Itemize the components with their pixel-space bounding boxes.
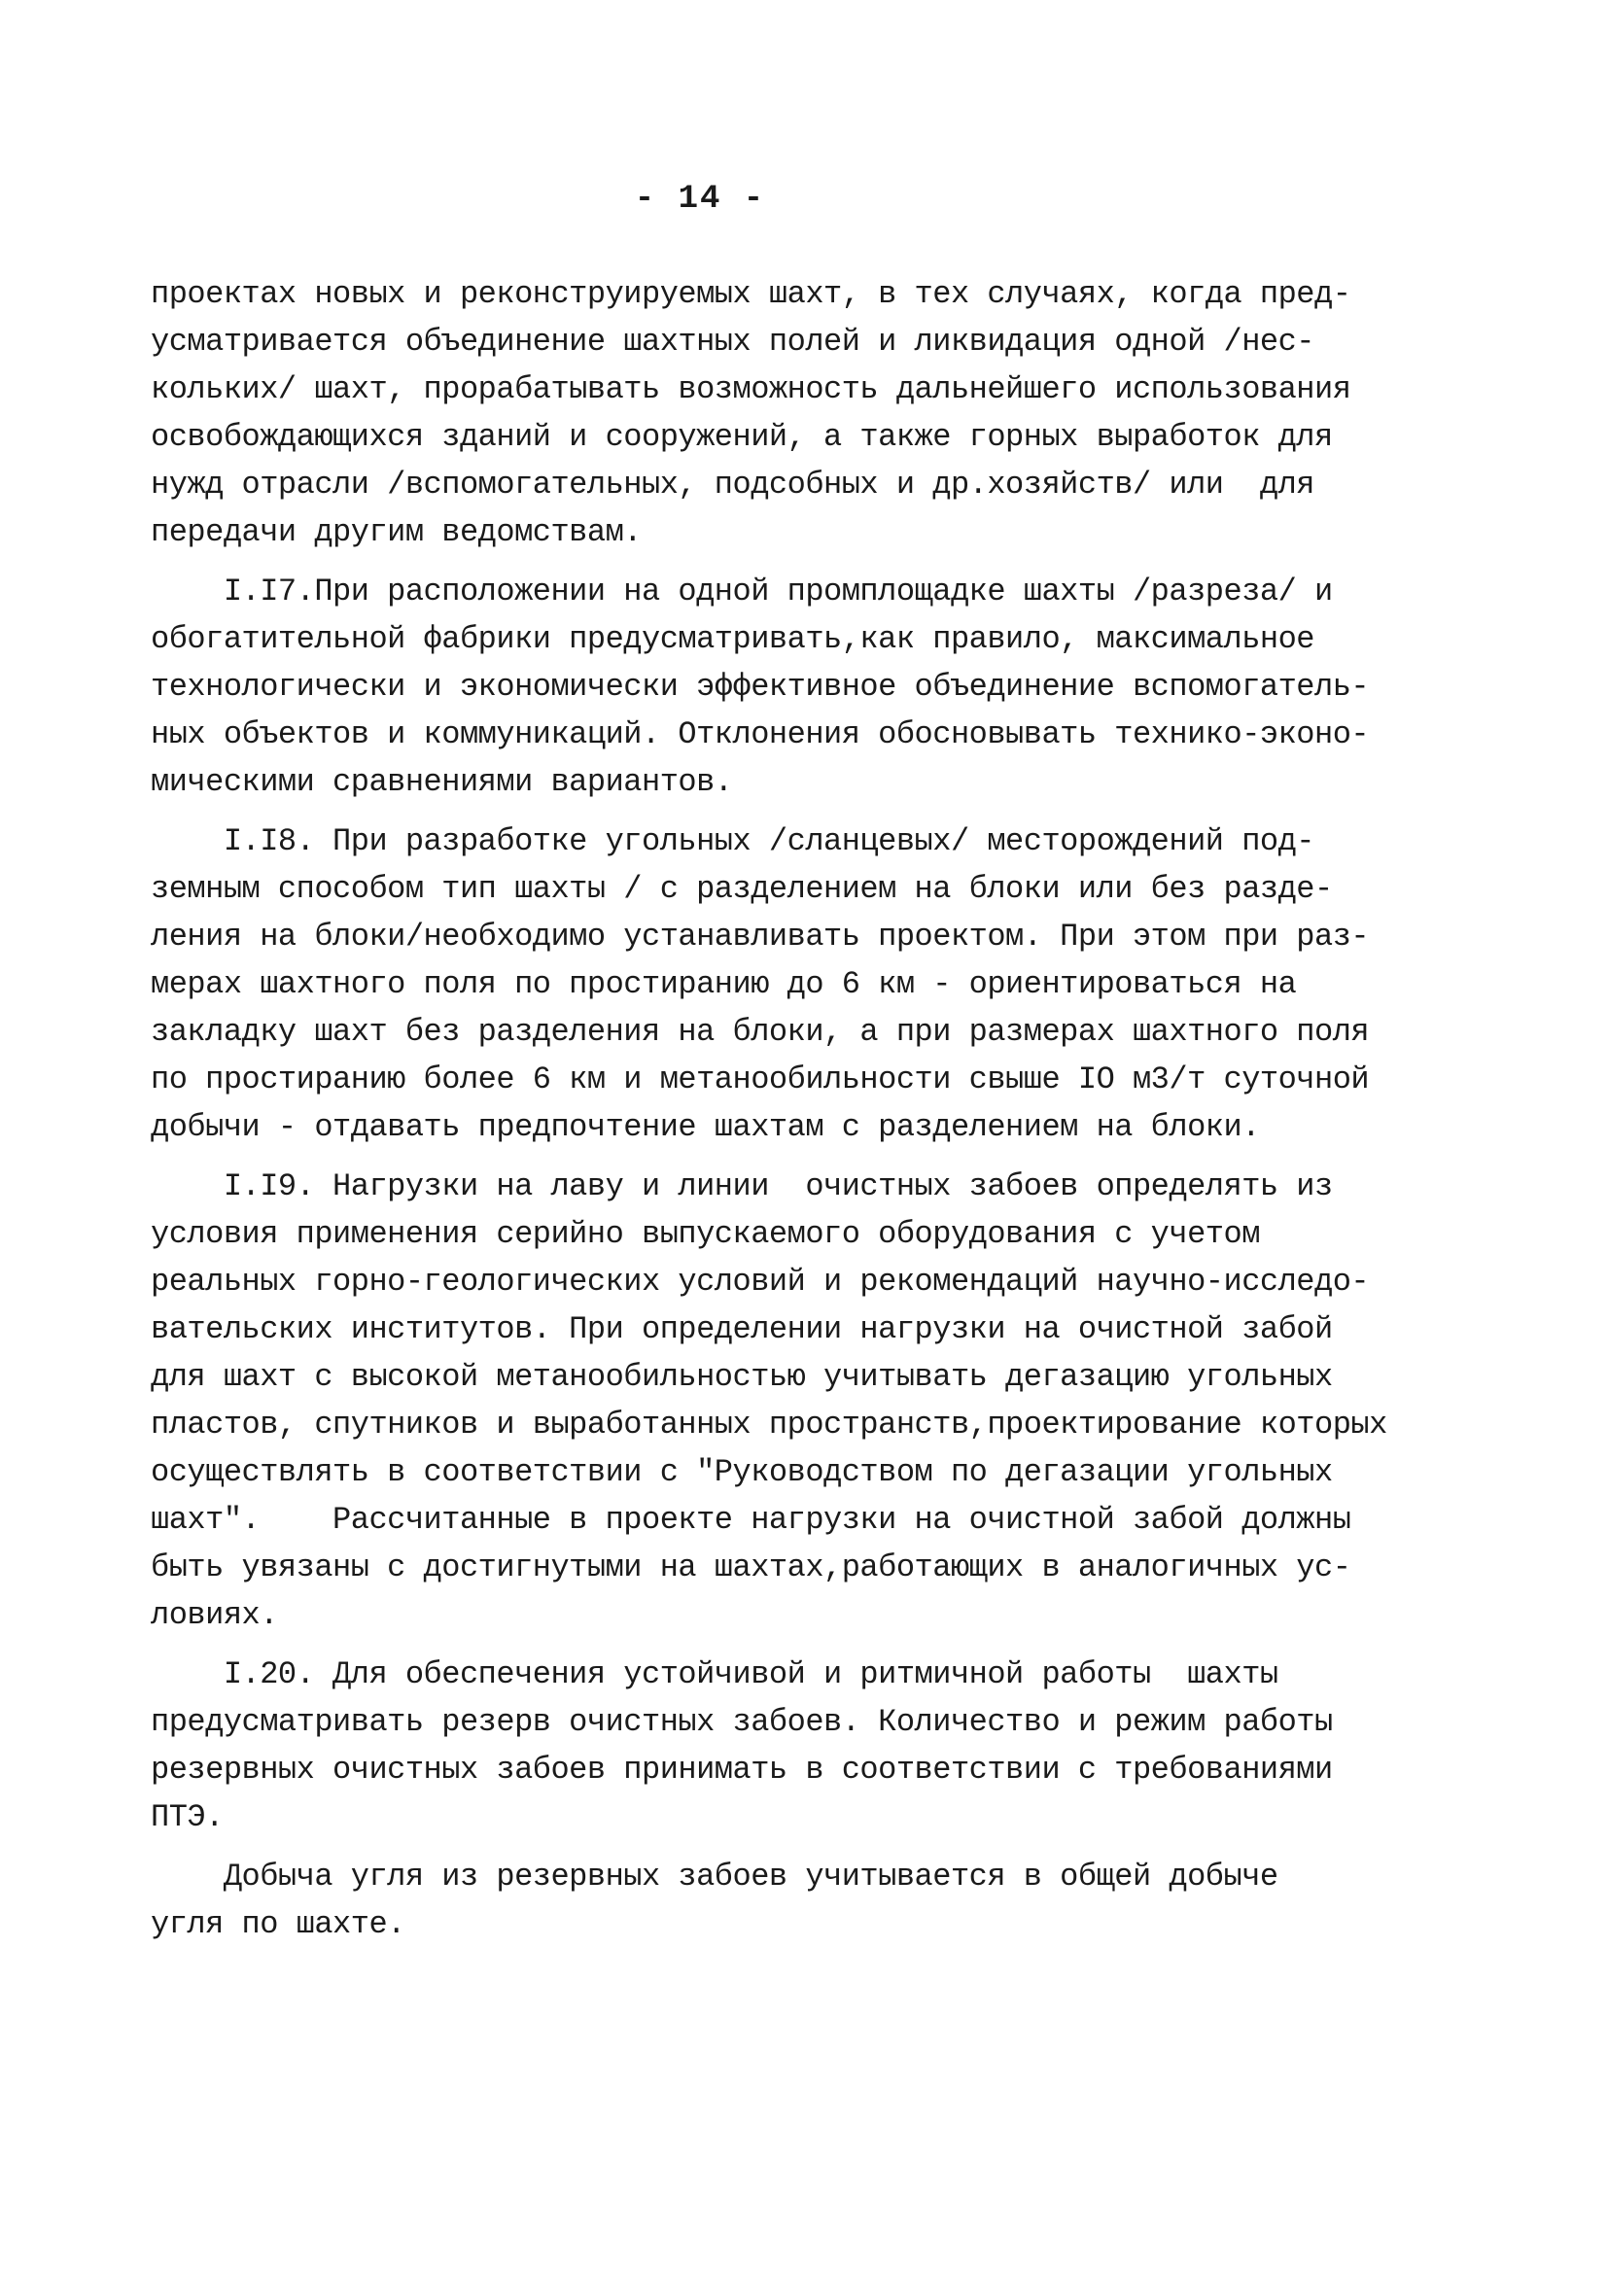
document-body — [151, 270, 1449, 1948]
text-line: быть увязаны с достигнутыми на шахтах,работающих в аналогичных ус- — [151, 1549, 1351, 1585]
text-line: реальных горно-геологических условий и рекомендаций научно-исследо- — [151, 1264, 1370, 1300]
text-line: обогатительной фабрики предусматривать,как правило, максимальное — [151, 621, 1314, 657]
text-line: усматривается объединение шахтных полей и ликвидация одной /нес- — [151, 324, 1314, 360]
text-line: I.I8. При разработке угольных /сланцевых/ месторождений под- — [151, 823, 1314, 859]
paragraph-gap — [151, 806, 1449, 818]
page-number: - 14 - — [634, 181, 766, 218]
text-line: передачи другим ведомствам. — [151, 514, 642, 550]
paragraph-1-17 — [151, 568, 1449, 806]
text-line: технологически и экономически эффективное объединение вспомогатель- — [151, 669, 1370, 705]
text-line: мерах шахтного поля по простиранию до 6 км - ориентироваться на — [151, 966, 1297, 1002]
paragraph-gap — [151, 1151, 1449, 1163]
text-line: условия применения серийно выпускаемого оборудования с учетом — [151, 1216, 1260, 1252]
text-line: мическими сравнениями вариантов. — [151, 764, 733, 800]
text-line: проектах новых и реконструируемых шахт, в тех случаях, когда пред- — [151, 276, 1351, 312]
text-line: нужд отрасли /вспомогательных, подсобных и др.хозяйств/ или для — [151, 467, 1314, 503]
paragraph-1-19 — [151, 1163, 1449, 1639]
text-line: закладку шахт без разделения на блоки, а при размерах шахтного поля — [151, 1014, 1370, 1050]
text-line: кольких/ шахт, прорабатывать возможность дальнейшего использования — [151, 371, 1351, 407]
paragraph-continuation — [151, 270, 1449, 556]
text-line: пластов, спутников и выработанных пространств,проектирование которых — [151, 1407, 1387, 1443]
paragraph-1-18 — [151, 818, 1449, 1151]
text-line: земным способом тип шахты / с разделением на блоки или без разде- — [151, 871, 1333, 907]
text-line: ПТЭ. — [151, 1799, 224, 1835]
text-line: освобождающихся зданий и сооружений, а также горных выработок для — [151, 419, 1333, 455]
text-line: вательских институтов. При определении нагрузки на очистной забой — [151, 1311, 1333, 1347]
text-line: I.20. Для обеспечения устойчивой и ритмичной работы шахты — [151, 1656, 1278, 1692]
paragraph-gap — [151, 556, 1449, 568]
paragraph-gap — [151, 1841, 1449, 1853]
text-line: предусматривать резерв очистных забоев. Количество и режим работы — [151, 1704, 1333, 1740]
text-line: по простиранию более 6 км и метанообильности свыше IO м3/т суточной — [151, 1061, 1370, 1097]
text-line: I.I9. Нагрузки на лаву и линии очистных забоев определять из — [151, 1168, 1333, 1204]
paragraph-gap — [151, 1639, 1449, 1651]
text-line: ных объектов и коммуникаций. Отклонения обосновывать технико-эконо- — [151, 716, 1370, 752]
text-line: резервных очистных забоев принимать в соответствии с требованиями — [151, 1752, 1333, 1788]
text-line: угля по шахте. — [151, 1906, 405, 1942]
text-line: добычи - отдавать предпочтение шахтам с разделением на блоки. — [151, 1109, 1260, 1145]
text-line: шахт". Рассчитанные в проекте нагрузки на очистной забой должны — [151, 1502, 1351, 1538]
text-line: I.I7.При расположении на одной промплощадке шахты /разреза/ и — [151, 574, 1333, 609]
paragraph-1-20 — [151, 1651, 1449, 1841]
paragraph-reserve-note — [151, 1853, 1449, 1948]
text-line: Добыча угля из резервных забоев учитывается в общей добыче — [151, 1859, 1278, 1895]
text-line: ловиях. — [151, 1597, 278, 1633]
text-line: для шахт с высокой метанообильностью учитывать дегазацию угольных — [151, 1359, 1333, 1395]
text-line: ления на блоки/необходимо устанавливать проектом. При этом при раз- — [151, 919, 1370, 955]
text-line: осуществлять в соответствии с "Руководством по дегазации угольных — [151, 1454, 1333, 1490]
